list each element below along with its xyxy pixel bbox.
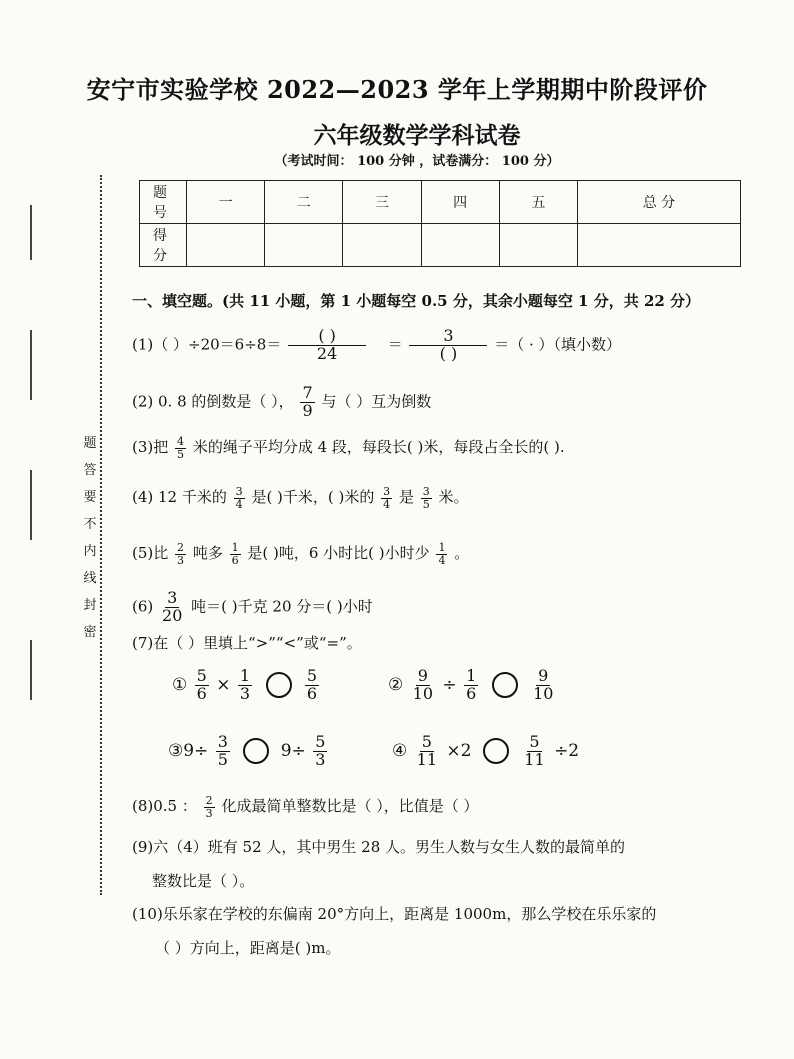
seal-char: 题 (83, 436, 97, 451)
q2-f-den: 9 (302, 400, 313, 420)
q7-i1-f2d: 3 (239, 683, 251, 703)
q7-i4-frac-1 (415, 734, 439, 769)
q7-i3-f1d: 5 (217, 749, 228, 769)
score-col-5: 五 (499, 181, 577, 224)
seal-char: 封 (83, 598, 97, 613)
q7-i2-label: ② (388, 674, 404, 695)
question-10-line-2: （ ）方向上，距离是( )m。 (155, 939, 341, 957)
margin-line-1 (30, 205, 44, 260)
q4-fraction-2 (381, 486, 392, 510)
score-col-total: 总 分 (577, 181, 740, 224)
q2-text-b: 与（ ）互为倒数 (321, 392, 432, 411)
score-cell-2[interactable] (265, 224, 343, 267)
q7-i3-f1n: 3 (217, 732, 228, 751)
seal-char: 内 (83, 544, 97, 559)
q5-f1-den: 3 (177, 553, 185, 567)
question-5 (132, 542, 469, 566)
exam-info: （考试时间： 100 分钟 ，试卷满分： 100 分） (274, 154, 560, 169)
q5-text-d: 。 (454, 544, 470, 563)
exam-subject-title: 六年级数学学科试卷 (313, 122, 521, 149)
q5-f3-num: 1 (438, 541, 446, 554)
q4-fraction-3 (421, 486, 432, 510)
q7-i4-frac-2 (522, 734, 546, 769)
q5-text-a: (5)比 (132, 544, 169, 563)
q3-text-a: (3)把 (132, 438, 169, 457)
q5-fraction-2 (230, 542, 241, 566)
score-cell-4[interactable] (421, 224, 499, 267)
q7-i2-frac-2 (464, 668, 478, 703)
q7-i2-frac-3 (531, 668, 555, 703)
q7-i3-mid: 9÷ (280, 740, 306, 761)
seal-char: 线 (83, 571, 97, 586)
q7-i2-op: ÷ (442, 674, 457, 695)
q1-f1-den: 24 (316, 343, 338, 363)
q4-text-c: 是 (398, 488, 414, 507)
q4-f2-den: 4 (383, 497, 391, 511)
question-8 (132, 795, 478, 819)
q1-f2-num: 3 (409, 328, 487, 346)
score-cell-3[interactable] (343, 224, 421, 267)
question-4 (132, 486, 469, 510)
q6-f-num: 3 (167, 588, 178, 607)
score-table-label: 题 号 (140, 181, 187, 224)
q7-i3-f2d: 3 (315, 749, 326, 769)
q3-fraction (175, 436, 186, 460)
question-1 (132, 328, 621, 363)
margin-line-3 (30, 470, 44, 540)
q7-i2-frac-1 (411, 668, 435, 703)
seal-char: 不 (83, 517, 97, 532)
q5-f2-num: 1 (231, 541, 239, 554)
q5-text-b: 吨多 (192, 544, 223, 563)
q7-i4-answer-circle[interactable] (483, 738, 509, 764)
q7-i2-f3n: 9 (538, 666, 549, 685)
q2-fraction (300, 385, 314, 420)
q7-i2-f2d: 6 (466, 683, 477, 703)
q7-i2-answer-circle[interactable] (492, 672, 518, 698)
seal-char: 答 (83, 463, 97, 478)
margin-line-2 (30, 330, 44, 400)
question-9-line-1: (9)六（4）班有 52 人，其中男生 28 人。男生人数与女生人数的最简单的 (132, 838, 626, 856)
q7-i1-label: ① (172, 674, 188, 695)
score-table (139, 180, 741, 267)
q7-i3-label: ③9÷ (168, 740, 209, 761)
q6-f-den: 20 (162, 605, 183, 625)
q7-i3-answer-circle[interactable] (243, 738, 269, 764)
q2-text-a: (2) 0. 8 的倒数是（ ）， (132, 392, 294, 411)
question-3 (132, 436, 565, 460)
q4-f1-num: 3 (235, 485, 243, 498)
binding-line (100, 175, 102, 895)
q5-fraction-3 (436, 542, 447, 566)
q5-fraction-1 (175, 542, 186, 566)
seal-text (82, 430, 98, 646)
q2-f-num: 7 (302, 383, 313, 402)
q7-i3-frac-1 (216, 734, 230, 769)
q4-text-a: (4) 12 千米的 (132, 488, 227, 507)
q5-f3-den: 4 (438, 553, 446, 567)
q7-i1-frac-3 (305, 668, 319, 703)
score-cell-total[interactable] (577, 224, 740, 267)
score-col-1: 一 (187, 181, 265, 224)
q7-i4-f2n: 5 (529, 732, 540, 751)
q7-i1-f1n: 5 (196, 666, 207, 685)
q7-i1-frac-2 (238, 668, 252, 703)
q5-text-c: 是( )吨，6 小时比( )小时少 (247, 544, 430, 563)
seal-char: 密 (83, 625, 97, 640)
q3-f-den: 5 (177, 447, 185, 461)
score-col-4: 四 (421, 181, 499, 224)
q4-f3-den: 5 (422, 497, 430, 511)
q7-i3-frac-2 (313, 734, 327, 769)
q8-f-den: 3 (205, 806, 213, 820)
q7-i1-f2n: 1 (239, 666, 251, 685)
seal-char: 要 (83, 490, 97, 505)
section-heading: 一、填空题。(共 11 小题，第 1 小题每空 0.5 分，其余小题每空 1 分，共 22 分） (132, 292, 701, 310)
q7-i2-f2n: 1 (466, 666, 477, 685)
q7-i1-answer-circle[interactable] (266, 672, 292, 698)
score-col-3: 三 (343, 181, 421, 224)
q8-fraction (204, 795, 215, 819)
q7-i1-f3d: 6 (306, 683, 318, 703)
q7-i3-f2n: 5 (315, 732, 326, 751)
q7-i1-f1d: 6 (196, 683, 207, 703)
q7-i1-op: × (216, 674, 231, 695)
q6-text-a: (6) (132, 597, 154, 616)
q6-fraction (160, 590, 184, 625)
q7-i4-label: ④ (392, 740, 408, 761)
q4-f2-num: 3 (383, 485, 391, 498)
q1-tail: ＝（ · ）（填小数） (494, 335, 622, 354)
q1-f1-num: ( ) (288, 328, 366, 346)
q3-f-num: 4 (177, 435, 185, 448)
exam-title: 安宁市实验学校 2022—2023 学年上学期期中阶段评价 (86, 75, 708, 104)
q7-i1-f3n: 5 (306, 666, 318, 685)
q8-f-num: 2 (205, 794, 213, 807)
score-cell-1[interactable] (187, 224, 265, 267)
q8-text-b: 化成最简单整数比是（ ），比值是（ ） (221, 797, 479, 816)
q5-f2-den: 6 (231, 553, 239, 567)
q3-text-b: 米的绳子平均分成 4 段，每段长( )米，每段占全长的( ). (192, 438, 565, 457)
score-table-score-row (140, 224, 741, 267)
score-table-header-row (140, 181, 741, 224)
q7-item-1 (172, 668, 321, 703)
q5-f1-num: 2 (177, 541, 185, 554)
score-cell-5[interactable] (499, 224, 577, 267)
q7-i2-f1d: 10 (412, 683, 434, 703)
question-9-line-2: 整数比是（ ）。 (152, 872, 255, 890)
q7-i4-f1d: 11 (416, 749, 438, 769)
question-10-line-1: (10)乐乐家在学校的东偏南 20°方向上，距离是 1000m，那么学校在乐乐家的 (132, 905, 657, 923)
q1-fraction-1 (288, 328, 366, 363)
q7-i1-frac-1 (195, 668, 209, 703)
q6-text-b: 吨＝( )千克 20 分＝( )小时 (191, 597, 373, 616)
q1-equals: ＝ (387, 335, 403, 354)
q7-item-2 (388, 668, 557, 703)
question-7: (7)在（ ）里填上“>”“<”或“=”。 (132, 634, 362, 652)
q7-item-4 (392, 734, 579, 769)
q1-f2-den: ( ) (439, 343, 458, 363)
q1-fraction-2 (409, 328, 487, 363)
score-col-2: 二 (265, 181, 343, 224)
q8-text-a: (8)0.5 ： (132, 797, 197, 816)
margin-line-4 (30, 640, 44, 700)
q7-item-3 (168, 734, 329, 769)
question-2 (132, 385, 431, 420)
q4-f1-den: 4 (235, 497, 243, 511)
q7-i4-op: ×2 (446, 740, 472, 761)
q7-i4-f1n: 5 (421, 732, 432, 751)
q7-i4-op2: ÷2 (554, 740, 580, 761)
q7-i4-f2d: 11 (524, 749, 545, 769)
q4-text-d: 米。 (438, 488, 469, 507)
q7-i2-f1n: 9 (417, 666, 428, 685)
q4-fraction-1 (234, 486, 245, 510)
q1-text: (1)（ ）÷20＝6÷8＝ (132, 335, 282, 354)
score-row-label: 得 分 (140, 224, 187, 267)
q4-text-b: 是( )千米，( )米的 (251, 488, 375, 507)
q4-f3-num: 3 (422, 485, 430, 498)
question-6 (132, 590, 373, 625)
q7-i2-f3d: 10 (533, 683, 554, 703)
